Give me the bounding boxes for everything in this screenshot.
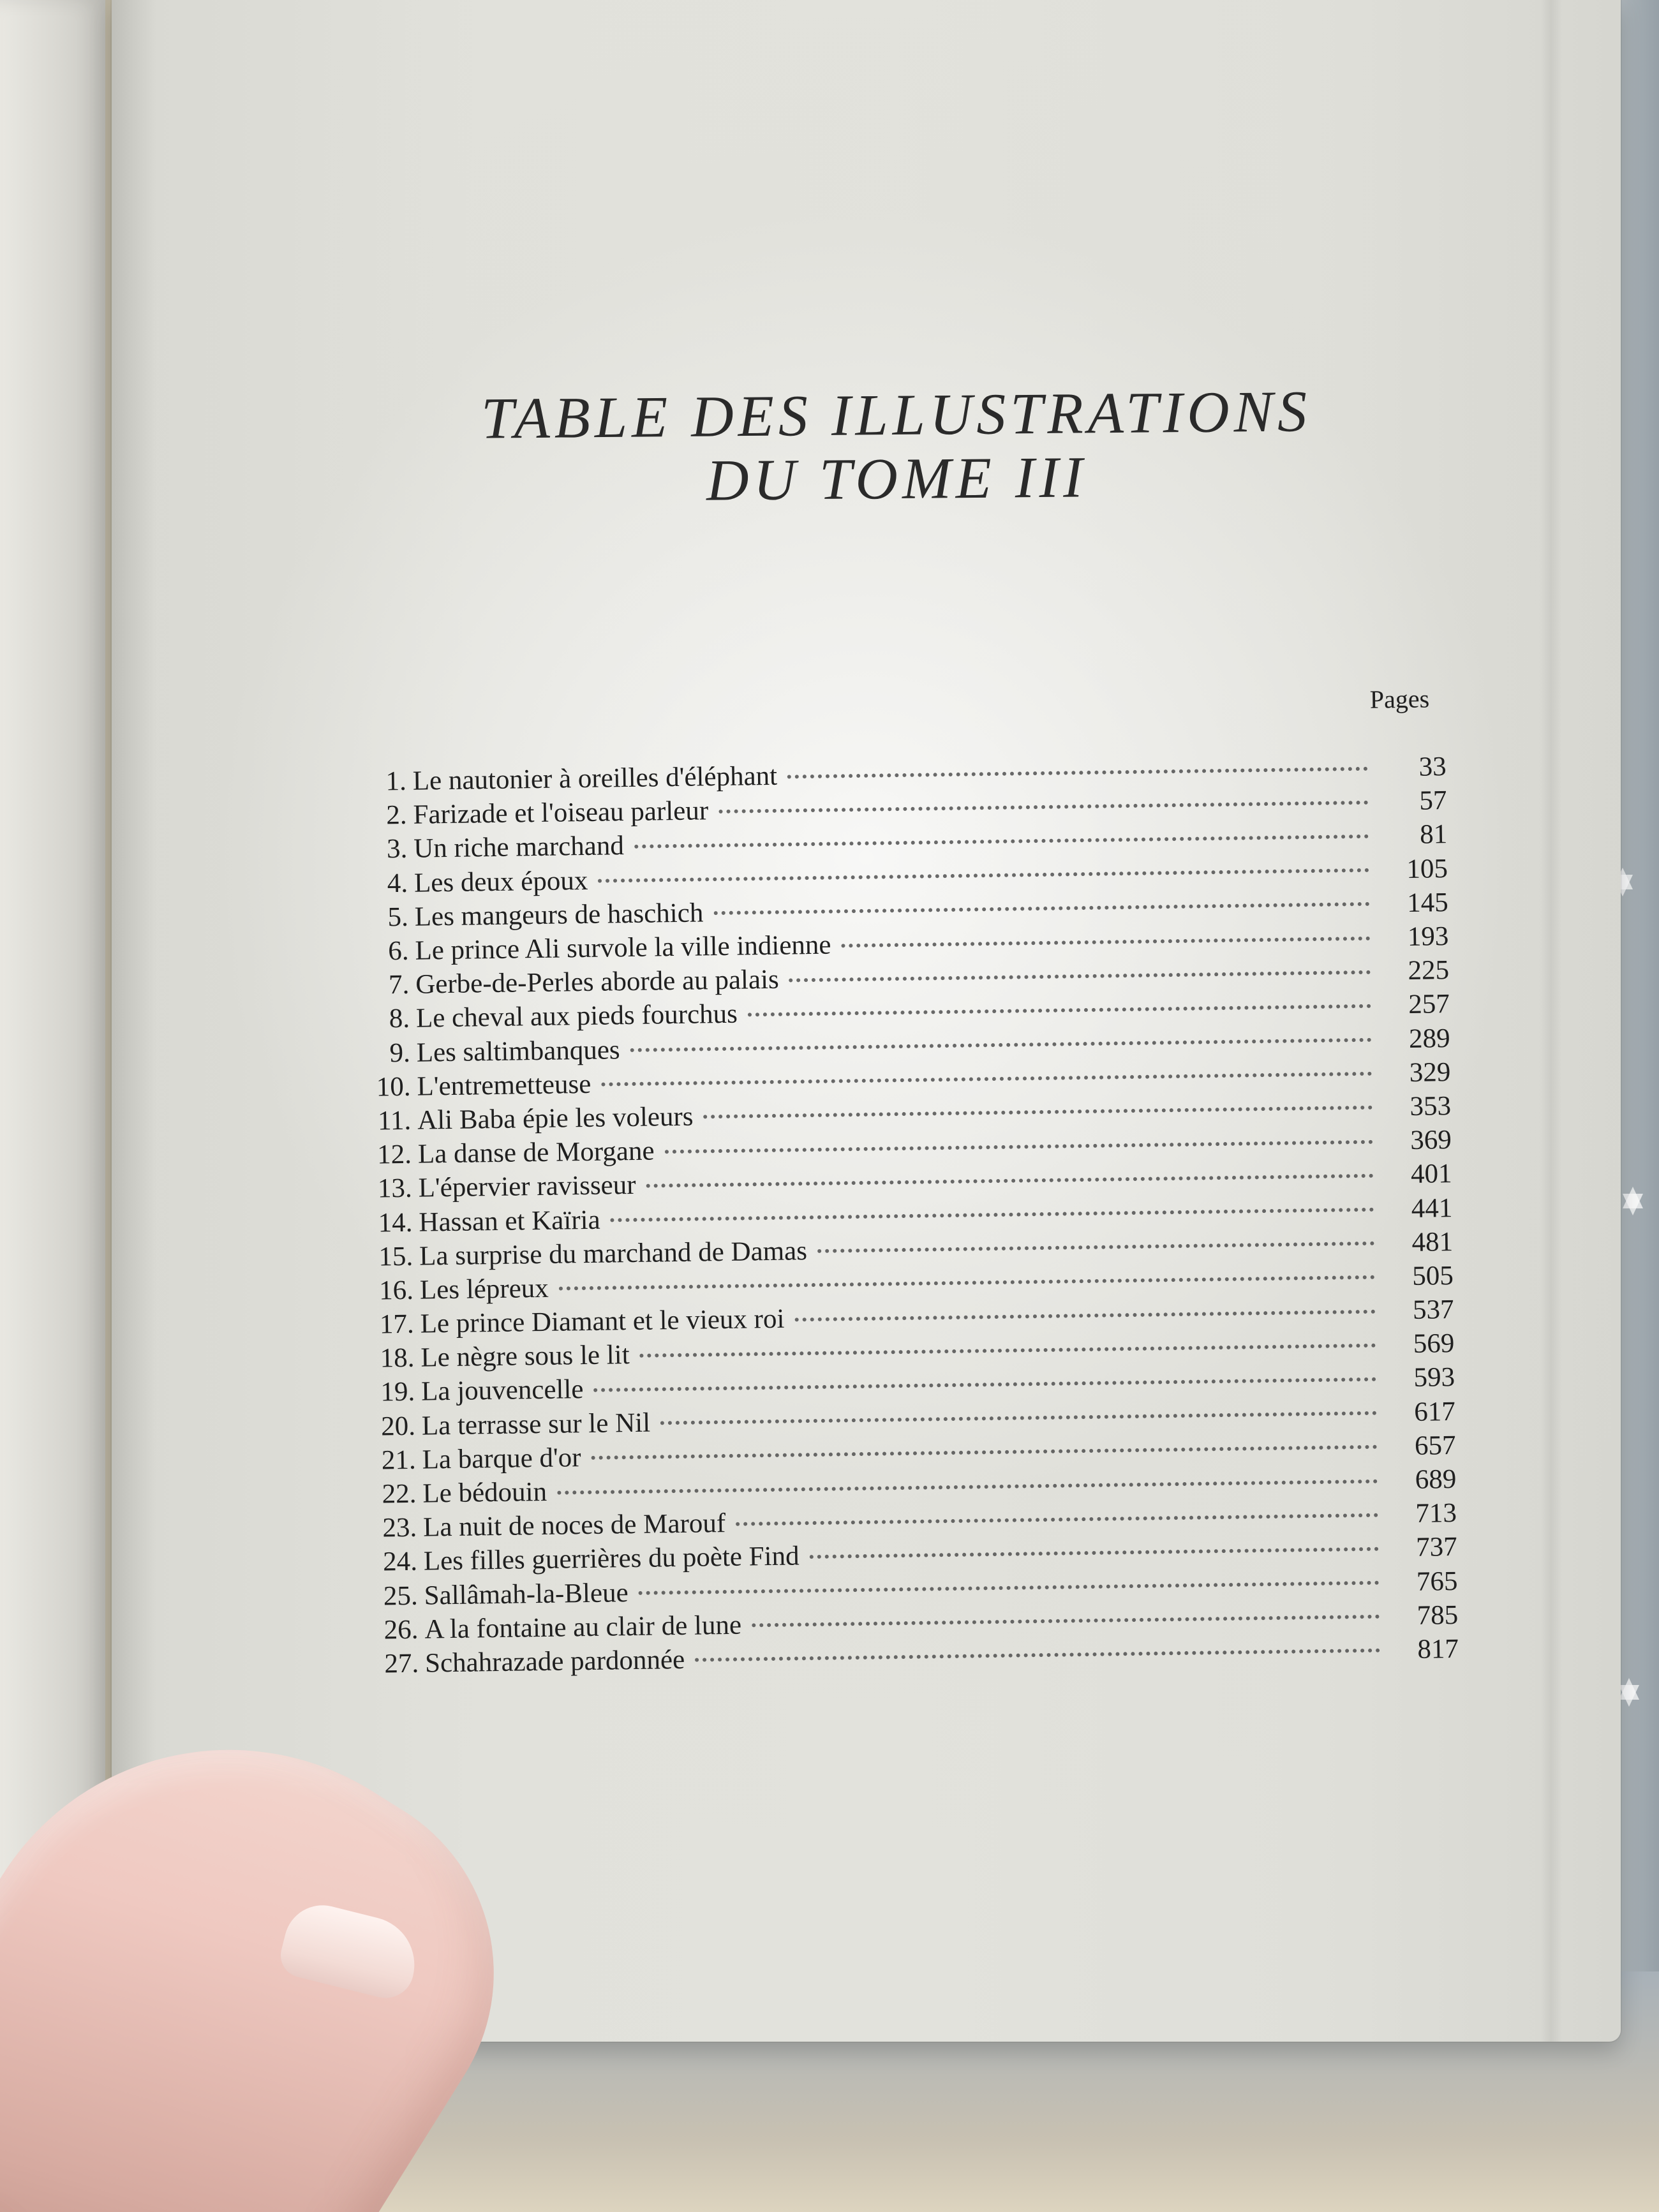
illustration-title: Les mangeurs de haschich bbox=[414, 898, 704, 932]
illustration-list bbox=[355, 750, 1459, 1681]
page-number: 593 bbox=[1413, 1362, 1455, 1393]
illustration-title: Le cheval aux pieds fourchus bbox=[415, 999, 738, 1034]
page-number: 225 bbox=[1408, 955, 1450, 986]
illustration-title: L'entremetteuse bbox=[417, 1069, 591, 1102]
illustration-number: 7. bbox=[388, 970, 410, 1000]
dot-leader bbox=[752, 1608, 1380, 1628]
page-number: 481 bbox=[1411, 1226, 1454, 1258]
book-page bbox=[112, 0, 1621, 2042]
dot-leader bbox=[591, 1439, 1377, 1460]
page-number: 193 bbox=[1407, 921, 1449, 953]
illustration-title: La jouvencelle bbox=[420, 1374, 584, 1407]
illustration-number: 14. bbox=[378, 1207, 413, 1238]
illustration-number: 9. bbox=[389, 1037, 411, 1068]
illustration-number: 3. bbox=[386, 834, 408, 865]
illustration-number: 10. bbox=[376, 1071, 411, 1102]
illustration-title: Le nautonier à oreilles d'éléphant bbox=[412, 761, 778, 796]
page-number: 569 bbox=[1413, 1328, 1455, 1360]
dot-leader bbox=[789, 964, 1371, 983]
illustration-title: A la fontaine au clair de lune bbox=[424, 1610, 742, 1645]
illustration-title: Hassan et Kaïria bbox=[419, 1205, 600, 1238]
dot-leader bbox=[817, 1235, 1374, 1253]
page-number: 257 bbox=[1408, 989, 1450, 1020]
page-number: 785 bbox=[1417, 1600, 1459, 1631]
page-number: 505 bbox=[1411, 1260, 1454, 1291]
page-number: 105 bbox=[1406, 853, 1448, 884]
page-number: 689 bbox=[1415, 1464, 1457, 1495]
dot-leader bbox=[841, 930, 1370, 947]
illustration-number: 12. bbox=[376, 1139, 412, 1170]
illustration-number: 6. bbox=[387, 935, 409, 967]
illustration-number: 4. bbox=[387, 868, 408, 898]
illustration-title: Schahrazade pardonnée bbox=[424, 1644, 685, 1679]
page-number: 617 bbox=[1413, 1396, 1456, 1427]
illustration-title: Un riche marchand bbox=[413, 831, 625, 865]
illustration-number: 1. bbox=[385, 766, 407, 797]
illustration-title: La surprise du marchand de Damas bbox=[419, 1235, 808, 1272]
dot-leader bbox=[787, 760, 1368, 778]
illustration-number: 13. bbox=[377, 1173, 413, 1204]
pages-column-label: Pages bbox=[1369, 684, 1430, 714]
dot-leader bbox=[638, 1575, 1379, 1595]
page-number: 33 bbox=[1418, 752, 1447, 782]
illustration-number: 18. bbox=[380, 1343, 415, 1374]
illustration-title: Farizade et l'oiseau parleur bbox=[413, 796, 709, 831]
illustration-table bbox=[354, 683, 1459, 1679]
page-number: 401 bbox=[1410, 1159, 1452, 1190]
dot-leader bbox=[593, 1371, 1376, 1392]
dot-leader bbox=[748, 998, 1371, 1017]
illustration-title: Ali Baba épie les voleurs bbox=[417, 1101, 694, 1136]
page-number: 441 bbox=[1411, 1192, 1453, 1224]
dot-leader bbox=[610, 1201, 1374, 1222]
title-line-1: TABLE DES ILLUSTRATIONS bbox=[480, 378, 1312, 451]
illustration-title: Les filles guerrières du poète Find bbox=[423, 1541, 800, 1577]
illustration-number: 26. bbox=[383, 1614, 419, 1645]
dot-leader bbox=[695, 1642, 1380, 1662]
illustration-number: 21. bbox=[381, 1444, 416, 1476]
dot-leader bbox=[809, 1541, 1378, 1559]
illustration-title: Le prince Ali survole la ville indienne bbox=[415, 930, 831, 966]
illustration-number: 11. bbox=[377, 1105, 412, 1136]
dot-leader bbox=[664, 1133, 1373, 1154]
dot-leader bbox=[630, 1032, 1371, 1052]
illustration-title: Le nègre sous le lit bbox=[420, 1340, 630, 1373]
page-number: 353 bbox=[1410, 1091, 1452, 1122]
page-number: 765 bbox=[1416, 1566, 1458, 1597]
page-number: 57 bbox=[1419, 785, 1447, 816]
star-pattern-icon bbox=[1619, 1678, 1639, 1700]
illustration-number: 16. bbox=[378, 1275, 414, 1306]
dot-leader bbox=[660, 1405, 1377, 1425]
illustration-title: La nuit de noces de Marouf bbox=[422, 1508, 726, 1543]
illustration-title: L'épervier ravisseur bbox=[418, 1170, 636, 1204]
dot-leader bbox=[794, 1303, 1375, 1321]
page-number: 289 bbox=[1408, 1023, 1450, 1054]
page-number: 329 bbox=[1409, 1057, 1451, 1088]
illustration-number: 24. bbox=[382, 1547, 418, 1577]
illustration-title: La danse de Morgane bbox=[417, 1136, 655, 1169]
dot-leader bbox=[639, 1337, 1376, 1358]
illustration-number: 20. bbox=[380, 1411, 416, 1442]
dot-leader bbox=[634, 828, 1369, 849]
illustration-number: 8. bbox=[389, 1004, 410, 1034]
illustration-number: 25. bbox=[383, 1580, 418, 1612]
dot-leader bbox=[557, 1473, 1378, 1494]
dot-leader bbox=[713, 896, 1370, 915]
dot-leader bbox=[598, 862, 1369, 883]
illustration-number: 19. bbox=[380, 1377, 415, 1407]
page-number: 737 bbox=[1415, 1532, 1458, 1563]
star-pattern-icon bbox=[1623, 1187, 1643, 1208]
dot-leader bbox=[601, 1065, 1372, 1087]
illustration-number: 27. bbox=[384, 1648, 419, 1679]
illustration-number: 17. bbox=[379, 1309, 415, 1340]
dot-leader bbox=[718, 794, 1369, 813]
illustration-title: Sallâmah-la-Bleue bbox=[424, 1577, 629, 1611]
illustration-title: Les deux époux bbox=[413, 865, 588, 898]
page-number: 369 bbox=[1410, 1125, 1452, 1156]
page-number: 657 bbox=[1414, 1430, 1456, 1461]
page-number: 145 bbox=[1406, 887, 1448, 918]
page-number: 713 bbox=[1415, 1498, 1457, 1529]
illustration-title: Gerbe-de-Perles aborde au palais bbox=[415, 964, 780, 1000]
page-number: 81 bbox=[1419, 819, 1448, 850]
page-number: 537 bbox=[1412, 1295, 1454, 1326]
illustration-title: La terrasse sur le Nil bbox=[421, 1407, 651, 1441]
title-line-2: DU TOME III bbox=[706, 444, 1088, 513]
page-title bbox=[353, 378, 1440, 516]
dot-leader bbox=[736, 1506, 1378, 1525]
illustration-title: Les saltimbanques bbox=[416, 1034, 620, 1068]
fingernail bbox=[276, 1897, 425, 2004]
page-number: 817 bbox=[1417, 1633, 1459, 1665]
illustration-number: 22. bbox=[382, 1478, 417, 1510]
illustration-title: La barque d'or bbox=[422, 1442, 581, 1475]
dot-leader bbox=[559, 1269, 1375, 1291]
illustration-number: 15. bbox=[378, 1241, 413, 1272]
illustration-number: 23. bbox=[382, 1512, 417, 1543]
illustration-number: 2. bbox=[385, 800, 407, 831]
illustration-title: Les lépreux bbox=[419, 1273, 549, 1305]
dot-leader bbox=[646, 1168, 1373, 1188]
dot-leader bbox=[703, 1099, 1373, 1119]
illustration-number: 5. bbox=[387, 902, 409, 933]
illustration-title: Le prince Diamant et le vieux roi bbox=[420, 1303, 785, 1339]
illustration-title: Le bédouin bbox=[422, 1476, 547, 1509]
